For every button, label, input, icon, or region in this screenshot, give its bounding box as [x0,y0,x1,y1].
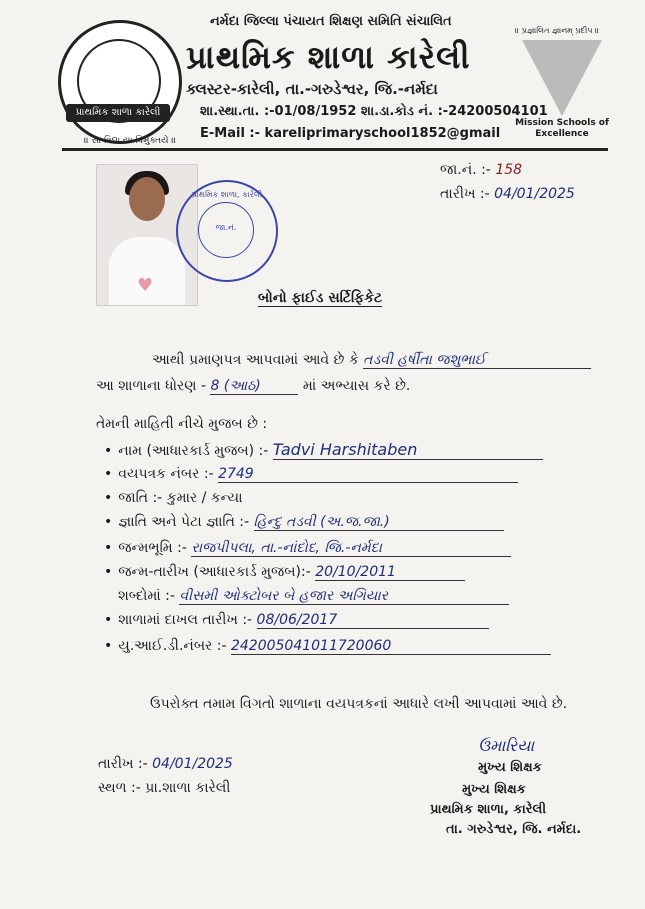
footer-date: તારીખ :- 04/01/2025 [98,756,233,772]
body-line-2 [96,378,410,395]
ref-number [440,162,522,178]
school-codes: શા.સ્થા.તા. :-01/08/1952 શા.ડા.કોડ નં. :-24200504101 [200,104,548,119]
school-motto: ॥ સા વિદ્યા યા વિમુક્તયે ॥ [84,136,177,146]
detail-row-dob: • જન્મ-તારીખ (આધારકાર્ડ મુજબ):- 20/10/2011 [104,564,465,581]
detail-row-uid: • યુ.આઈ.ડી.નંબર :- 242005041011720060 [104,638,551,655]
detail-row-dob-words: શબ્દોમાં :- વીસમી ઓક્ટોબર બે હજાર અગિયાર [118,588,509,605]
stamp-center: જા.નં. [215,223,237,232]
body-line2-suffix: માં અભ્યાસ કરે છે. [302,378,411,394]
detail-value-dob-words: વીસમી ઓક્ટોબર બે હજાર અગિયાર [179,588,509,605]
ref-date [440,186,575,202]
principal-signature: ઉમારિયા [478,736,535,755]
header-top-line: નર્મદા જિલ્લા પંચાયત શિક્ષણ સમિતિ સંચાલિત [210,14,452,29]
ref-number-label: જા.નં. :- [440,162,491,178]
detail-value-register: 2749 [218,466,518,483]
principal-school: પ્રાથમિક શાળા, કારેલી [430,802,547,817]
body-line-1 [152,352,591,369]
mission-tagline: ॥ પ્રજ્ઞાલિત જ્ઞાનમ્ પ્રદીપ ॥ [515,26,600,35]
detail-row-register: • વયપત્રક નંબર :- 2749 [104,466,518,483]
school-title: પ્રાથમિક શાળા કારેલી [186,38,471,76]
certificate-title: બોનો ફાઈડ સર્ટિફિકેટ [258,290,383,306]
footer-place: સ્થળ :- પ્રા.શાળા કારેલી [98,780,231,796]
detail-value-dob: 20/10/2011 [315,564,465,581]
detail-row-name: • નામ (આધારકાર્ડ મુજબ) :- Tadvi Harshitaben [104,440,543,460]
principal-title-stamp: મુખ્ય શિક્ષક [478,760,542,775]
mission-label: Mission Schools of Excellence [515,118,609,139]
header-divider [62,148,608,151]
detail-row-admission: • શાળામાં દાખલ તારીખ :- 08/06/2017 [104,612,489,629]
detail-value-birthplace: રાજપીપલા, તા.-નાંદોદ, જિ.-નર્મદા [191,540,511,557]
student-photo: ♥ [96,164,198,306]
detail-value-uid: 242005041011720060 [231,638,551,655]
detail-row-caste: • જ્ઞાતિ અને પેટા જ્ઞાતિ :- હિન્દુ તડવી (અ.જ.જા.) [104,514,504,531]
detail-value-caste: હિન્દુ તડવી (અ.જ.જા.) [254,514,504,531]
principal-role: મુખ્ય શિક્ષક [462,782,526,797]
ref-date-value: 04/01/2025 [494,186,575,202]
footer-place-value: પ્રા.શાળા કારેલી [145,780,231,796]
detail-row-gender: • જાતિ :- કુમાર / કન્યા [104,490,243,506]
info-intro: તેમની માહિતી નીચે મુજબ છે : [96,416,268,432]
school-address: ક્લસ્ટર-કારેલી, તા.-ગરુડેશ્વર, જિ.-નર્મદા [186,80,438,98]
ref-number-value: 158 [495,162,523,178]
body-line2-prefix: આ શાળાના ધોરણ - [96,378,206,394]
footer-statement: ઉપરોક્ત તમામ વિગતો શાળાના વયપત્રકનાં આધારે લખી આપવામાં આવે છે. [150,696,568,712]
footer-date-value: 04/01/2025 [152,756,233,772]
student-name-gujarati: તડવી હર્ષીતા જશુભાઈ [363,352,591,369]
detail-value-admission: 08/06/2017 [257,612,489,629]
principal-address: તા. ગરુડેશ્વર, જિ. નર્મદા. [446,822,582,837]
stamp-text: પ્રાથમિક શાળા, કારેલી [191,190,263,199]
class-value: 8 (આઠ) [210,378,298,395]
detail-value-name: Tadvi Harshitaben [273,440,543,460]
school-stamp [176,180,278,282]
school-email: E-Mail :- kareliprimaryschool1852@gmail [200,126,501,141]
detail-row-birthplace: • જન્મભૂમિ :- રાજપીપલા, તા.-નાંદોદ, જિ.-નર્મદા [104,540,511,557]
mission-logo [522,40,602,116]
body-line1-prefix: આથી પ્રમાણપત્ર આપવામાં આવે છે કે [152,352,359,368]
ref-date-label: તારીખ :- [440,186,490,202]
detail-value-gender: કુમાર / કન્યા [166,490,243,506]
school-logo [58,20,182,144]
logo-ribbon: પ્રાથમિક શાળા કારેલી [66,104,170,122]
